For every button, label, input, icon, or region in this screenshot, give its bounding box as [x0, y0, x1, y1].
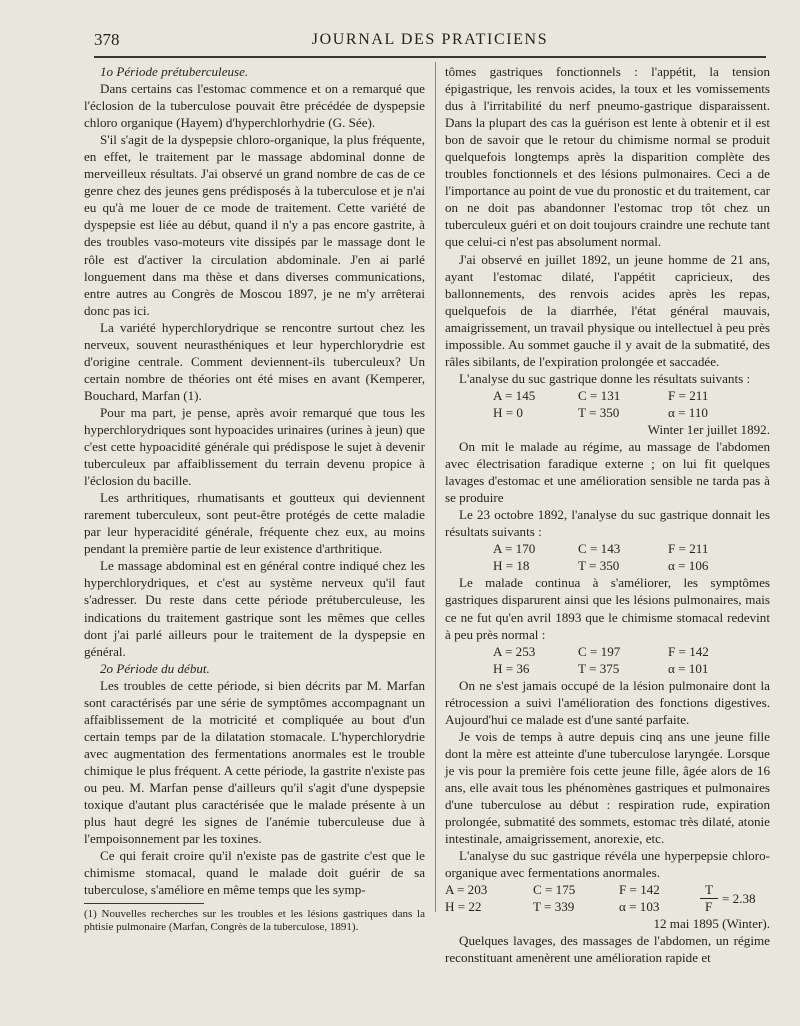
value-c: C = 175	[533, 882, 576, 898]
ratio-value: = 2.38	[722, 891, 756, 907]
analysis-block-ratio	[445, 881, 770, 915]
value-f: F = 211	[668, 387, 709, 403]
paragraph: Pour ma part, je pense, après avoir remarqué que tous les hyperchlorydriques sont hypoacides urinaires (urines à jeun) que c'est cette hypoacidité générale qui prédispose le sujet à devenir tuberculeux par affaiblissement du terrain devenu propice à l'éclosion du bacille.	[84, 404, 425, 489]
paragraph: Les arthritiques, rhumatisants et goutteux qui deviennent rarement tuberculeux, sont peut-être protégés de cette maladie par leur hyperacidité générale, fréquente chez eux, au moins pendant la première partie de leur existence d'arthritique.	[84, 490, 425, 557]
section-heading-pretuberculous: 1o Période prétuberculeuse.	[100, 64, 249, 79]
analysis-row	[445, 404, 770, 421]
paragraph: Je vois de temps à autre depuis cinq ans une jeune fille dont la mère est atteinte d'une tuberculose laryngée. Lorsque je vis pour la première fois cette jeune fille, âgée alors de 16 ans, elle avait tous les phénomènes gastriques et pulmonaires d'une tuberculose au début : respiration rude, expiration prolongée, submatité des sommets, estomac très dilaté, atonie intestinale, amaigrissement, anorexie, etc.	[445, 728, 770, 847]
value-alpha: α = 101	[668, 660, 709, 676]
paragraph: Le malade continua à s'améliorer, les symptômes gastriques disparurent ainsi que les lésions pulmonaires, mais ce ne fut qu'en avril 1893 que le chimisme stomacal redevint à peu près normal :	[445, 575, 770, 642]
value-a: A = 145	[493, 387, 536, 403]
paragraph: J'ai observé en juillet 1892, un jeune homme de 21 ans, ayant l'estomac dilaté, l'appétit capricieux, des ballonnements, des renvois acides après les repas, quelquefois de la diarrhée, l'état général mauvais, amaigrissement, un travail physique ou intellectuel à peu près impossible. Au sommet gauche il y avait de la submatité, des râles sibilants, de l'expiration prolongée et saccadée.	[445, 251, 770, 369]
analysis-row	[445, 540, 770, 557]
value-h: H = 36	[493, 660, 530, 676]
footnote-rule	[84, 903, 204, 904]
column-divider	[435, 62, 436, 912]
value-c: C = 131	[578, 387, 621, 403]
page-number: 378	[94, 30, 120, 49]
paragraph: tômes gastriques fonctionnels : l'appétit, la tension épigastrique, les renvois acides, la toux et les vomissements dus à l'irritabilité du nerf pneumo-gastrique disparaissent. Dans la plupart des cas la guérison est lente à obtenir et il est bon de savoir que le retour du chimisme normal se produit quelquefois longtemps après la disparition complète des troubles fonctionnels et des lésions pulmonaires. Ceci a de l'importance au point de vue du pronostic et du traitement, car on ne doit pas abandonner l'estomac trop tôt chez un tuberculeux guéri et on doit toujours craindre une rechute tant que celui-ci n'est pas absolument normal.	[445, 64, 770, 250]
header-rule	[94, 56, 766, 58]
paragraph: On ne s'est jamais occupé de la lésion pulmonaire dont la rétrocession a suivi l'amélioration des fonctions digestives. Aujourd'hui ce malade est d'une santé parfaite.	[445, 677, 770, 727]
left-column	[84, 63, 425, 898]
value-f: F = 142	[668, 643, 709, 659]
value-alpha: α = 110	[668, 404, 708, 420]
value-c: C = 197	[578, 643, 621, 659]
analysis-signature: 12 mai 1895 (Winter).	[653, 916, 770, 932]
paragraph: L'analyse du suc gastrique révéla une hyperpepsie chloro-organique avec fermentations anormales.	[445, 848, 770, 881]
value-h: H = 0	[493, 404, 523, 420]
value-f: F = 142	[619, 882, 660, 898]
value-t: T = 350	[578, 558, 620, 574]
paragraph: On mit le malade au régime, au massage de l'abdomen avec électrisation faradique externe ; on lui fit quelques lavages d'estomac et une amélioration sensible ne tarda pas à se produire	[445, 439, 770, 506]
journal-title: JOURNAL DES PRATICIENS	[311, 31, 549, 48]
paragraph: Le 23 octobre 1892, l'analyse du suc gastrique donnait les résultats suivants :	[445, 507, 770, 540]
value-t: T = 375	[578, 660, 620, 676]
value-a: A = 170	[493, 541, 536, 557]
value-t: T = 339	[533, 899, 575, 915]
paragraph: Dans certains cas l'estomac commence et on a remarqué que l'éclosion de la tuberculose pouvait être précédée de dyspepsie chloro organique (Hayem) d'hyperchlorhydrie (G. Sée).	[84, 81, 425, 131]
analysis-row	[445, 643, 770, 660]
value-h: H = 18	[493, 558, 530, 574]
analysis-row	[445, 660, 770, 677]
paragraph: S'il s'agit de la dyspepsie chloro-organique, la plus fréquente, en effet, le traitement par le massage abdominal donne de merveilleux résultats. J'ai observé un grand nombre de cas de ce genre chez des jeunes gens prédisposés à la tuberculose et je n'ai eu qu'à me louer de ce mode de traitement. Cette variété de dyspepsie est liée au début, quand il n'y a pas encore gastrite, à des troubles vaso-moteurs vite dissipés par le massage dont le rôle est d'activer la circulation abdominale. J'en ai parlé longuement dans ma thèse et dans diverses communications, entre autres au Congrès de Moscou 1897, je ne m'y arrêterai donc pas ici.	[84, 132, 425, 318]
paragraph: Ce qui ferait croire qu'il n'existe pas de gastrite c'est que le chimisme stomacal, quand le malade doit guérir de sa tuberculose, s'améliore en même temps que les symp-	[84, 848, 425, 898]
value-h: H = 22	[445, 899, 482, 915]
paragraph: L'analyse du suc gastrique donne les résultats suivants :	[459, 370, 751, 386]
value-a: A = 253	[493, 643, 536, 659]
value-alpha: α = 103	[619, 899, 660, 915]
paragraph: Quelques lavages, des massages de l'abdomen, un régime reconstituant amenèrent une amélioration rapide et	[445, 933, 770, 966]
value-t: T = 350	[578, 404, 620, 420]
value-a: A = 203	[445, 882, 488, 898]
analysis-row	[445, 557, 770, 574]
paragraph: Les troubles de cette période, si bien décrits par M. Marfan sont caractérisés par une série de symptômes accompagnant un affaiblissement de la motricité et compliquée au bout d'un certain temps par de la dilatation stomacale. L'hyperchlorydrie avec augmentation des fermentations anormales est le trouble chimique le plus fréquent. A cette période, la gastrite n'existe pas ou peu. M. Marfan pense d'ailleurs qu'il s'agit d'une dyspepsie toxique d'autant plus caractérisée que le malade présente à un plus haut degré les signes de l'anémie tuberculeuse due à l'empoisonnement par les toxines.	[84, 677, 425, 847]
ratio-denominator: F	[705, 899, 713, 915]
section-heading-onset: 2o Période du début.	[100, 660, 210, 676]
footnote: (1) Nouvelles recherches sur les troubles et les lésions gastriques dans la phtisie pulmonaire (Marfan, Congrès de la tuberculose, 1891).	[84, 908, 425, 933]
value-c: C = 143	[578, 541, 621, 557]
paragraph: Le massage abdominal est en général contre indiqué chez les hyperchlorydriques, et c'est au système nerveux qu'il faut s'adresser. Du reste dans cette période prétuberculeuse, les indications du traitement gastrique sont les mêmes que celles dont j'ai parlé ailleurs pour le traitement de la dyspepsie en général.	[84, 558, 425, 659]
paragraph: La variété hyperchlorydrique se rencontre surtout chez les nerveux, souvent neurasthéniques et leur hyperchlorydrie est d'origine centrale. Comment deviennent-ils tuberculeux? Un certain nombre de théories ont été mises en avant (Kemperer, Bouchard, Marfan (1).	[84, 319, 425, 403]
value-f: F = 211	[668, 541, 709, 557]
running-header	[94, 30, 766, 52]
ratio-numerator: T	[705, 882, 713, 898]
analysis-signature: Winter 1er juillet 1892.	[647, 421, 770, 437]
right-column	[445, 63, 770, 966]
value-alpha: α = 106	[668, 558, 709, 574]
analysis-row	[445, 387, 770, 404]
